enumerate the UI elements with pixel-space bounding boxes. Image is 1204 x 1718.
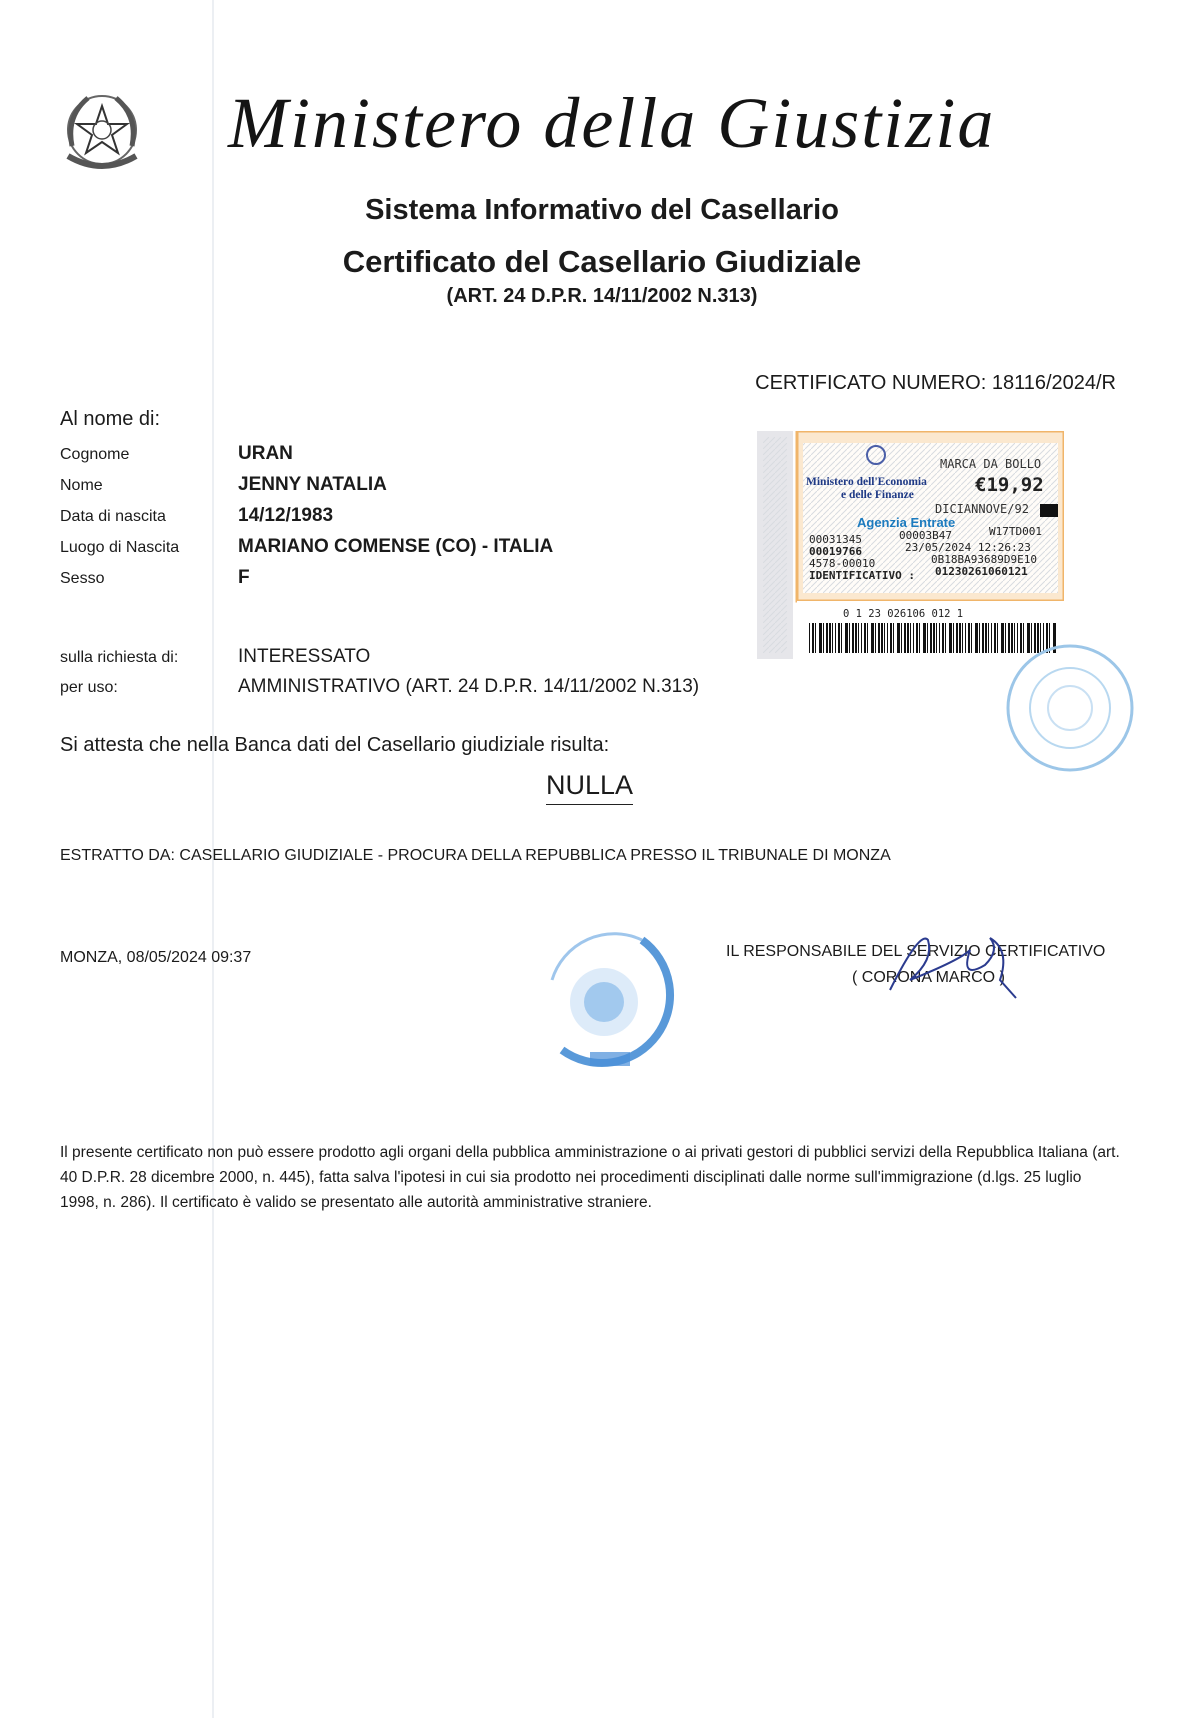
name-value: JENNY NATALIA xyxy=(238,474,387,495)
use-label: per uso: xyxy=(60,679,118,696)
surname-label: Cognome xyxy=(60,446,130,463)
barcode-bar xyxy=(904,623,906,653)
surname-value: URAN xyxy=(238,443,293,464)
court-seal-blue xyxy=(532,920,680,1080)
barcode-bar xyxy=(845,623,848,653)
barcode-bar xyxy=(809,623,810,653)
barcode-bar xyxy=(962,623,963,653)
barcode-bar xyxy=(930,623,932,653)
court-seal-light xyxy=(1000,640,1140,775)
barcode-bar xyxy=(871,623,874,653)
barcode-bar xyxy=(991,623,992,653)
stamp-amount-words: DICIANNOVE/92 xyxy=(935,502,1029,516)
barcode-bar xyxy=(867,623,868,653)
document-title: Certificato del Casellario Giudiziale xyxy=(342,244,862,279)
barcode-bar xyxy=(881,623,883,653)
system-name: Sistema Informativo del Casellario xyxy=(365,194,839,226)
stamp-code1: 00031345 xyxy=(809,533,862,546)
barcode-bar xyxy=(965,623,966,653)
barcode-bar xyxy=(971,623,972,653)
barcode-bar xyxy=(897,623,900,653)
barcode-bar xyxy=(832,623,833,653)
barcode-bar xyxy=(956,623,958,653)
handwritten-signature xyxy=(850,920,1020,1000)
barcode-bar xyxy=(815,623,816,653)
barcode-bar xyxy=(849,623,850,653)
barcode-bar xyxy=(819,623,822,653)
barcode-bar xyxy=(985,623,987,653)
barcode-bar xyxy=(907,623,909,653)
barcode-bar xyxy=(887,623,888,653)
barcode-bar xyxy=(812,623,814,653)
barcode-bar xyxy=(838,623,840,653)
barcode-bar xyxy=(878,623,880,653)
stamp-code5: 4578-00010 xyxy=(809,557,876,570)
barcode-bar xyxy=(936,623,937,653)
barcode-bar xyxy=(835,623,836,653)
italian-republic-emblem xyxy=(58,86,146,176)
barcode-bar xyxy=(933,623,935,653)
stamp-code3: W17TD001 xyxy=(989,525,1042,538)
barcode-bar xyxy=(979,623,980,653)
barcode-bar xyxy=(988,623,989,653)
extract-source: ESTRATTO DA: CASELLARIO GIUDIZIALE - PROCURA DELLA REPUBBLICA PRESSO IL TRIBUNALE DI MONZA xyxy=(60,847,891,864)
barcode-bar xyxy=(919,623,920,653)
stamp-datetime: 23/05/2024 12:26:23 xyxy=(905,541,1031,554)
barcode-bar xyxy=(884,623,885,653)
barcode-bar xyxy=(997,623,998,653)
barcode-bar xyxy=(953,623,954,653)
barcode-bar xyxy=(942,623,944,653)
stamp-code4: 00019766 xyxy=(809,545,862,558)
sex-label: Sesso xyxy=(60,570,105,587)
barcode-bar xyxy=(861,623,862,653)
barcode-bar xyxy=(901,623,902,653)
barcode-bar xyxy=(826,623,828,653)
stamp-type: MARCA DA BOLLO xyxy=(940,457,1042,471)
document-subtitle: (ART. 24 D.P.R. 14/11/2002 N.313) xyxy=(446,285,758,307)
barcode-bar xyxy=(945,623,946,653)
request-by-value: INTERESSATO xyxy=(238,646,371,667)
stamp-amount: €19,92 xyxy=(975,474,1044,496)
barcode-bar xyxy=(864,623,866,653)
birth-place-value: MARIANO COMENSE (CO) - ITALIA xyxy=(238,536,554,557)
barcode-bar xyxy=(927,623,928,653)
barcode-bar xyxy=(975,623,978,653)
ministry-title: Ministero della Giustizia xyxy=(228,83,996,163)
stamp-ministry-line2: e delle Finanze xyxy=(841,489,914,501)
barcode-bar xyxy=(982,623,984,653)
request-by-label: sulla richiesta di: xyxy=(60,649,179,666)
barcode-bar xyxy=(829,623,831,653)
barcode-bar xyxy=(875,623,876,653)
stamp-agency: Agenzia Entrate xyxy=(857,515,956,530)
stamp-identificativo-label: IDENTIFICATIVO : xyxy=(809,569,915,582)
barcode-bar xyxy=(841,623,842,653)
barcode-bar xyxy=(858,623,859,653)
attestation-text: Si attesta che nella Banca dati del Casellario giudiziale risulta: xyxy=(60,734,610,756)
certificate-number: CERTIFICATO NUMERO: 18116/2024/R xyxy=(755,372,1116,394)
birth-place-label: Luogo di Nascita xyxy=(60,539,180,556)
barcode-bar xyxy=(823,623,824,653)
birth-date-label: Data di nascita xyxy=(60,508,166,525)
barcode-bar xyxy=(949,623,952,653)
place-date: MONZA, 08/05/2024 09:37 xyxy=(60,949,252,966)
barcode-bar xyxy=(855,623,857,653)
barcode-bar xyxy=(910,623,911,653)
stamp-identificativo-value: 01230261060121 xyxy=(935,565,1028,578)
signatory-name: ( CORONA MARCO ) xyxy=(852,969,1005,986)
stamp-code6: 0B18BA93689D9E10 xyxy=(931,553,1037,566)
revenue-stamp xyxy=(757,431,1064,659)
stamp-barcode-text: 0 1 23 026106 012 1 xyxy=(843,608,964,620)
barcode-bar xyxy=(939,623,940,653)
barcode-bar xyxy=(852,623,854,653)
use-value: AMMINISTRATIVO (ART. 24 D.P.R. 14/11/2002 N.313) xyxy=(238,676,700,697)
barcode-bar xyxy=(968,623,970,653)
barcode-bar xyxy=(959,623,961,653)
legal-footer: Il presente certificato non può essere prodotto agli organi della pubblica amministrazione o ai privati gestori di pubblici servizi della Repubblica Italiana (art. 40 D.P.R. 28 dicembre 2000, n. 445), fatta salva l'ipotesi in cui sia prodotto nei procedimenti disciplinati dalle norme sull'immigrazione (d.lgs. 25 luglio 1998, n. 286). Il certificato è valido se presentato alle autorità amministrative straniere. xyxy=(60,1144,1120,1211)
stamp-ministry-line1: Ministero dell'Economia xyxy=(806,476,927,488)
stamp-code2: 00003B47 xyxy=(899,529,952,542)
signatory-role: IL RESPONSABILE DEL SERVIZIO CERTIFICATIVO xyxy=(726,943,1106,960)
barcode-bar xyxy=(994,623,996,653)
person-heading: Al nome di: xyxy=(60,408,161,430)
name-label: Nome xyxy=(60,477,103,494)
barcode-bar xyxy=(916,623,918,653)
barcode-bar xyxy=(890,623,892,653)
result-value: NULLA xyxy=(546,770,633,805)
barcode-bar xyxy=(923,623,926,653)
birth-date-value: 14/12/1983 xyxy=(238,505,334,526)
barcode-bar xyxy=(913,623,914,653)
barcode-bar xyxy=(893,623,894,653)
sex-value: F xyxy=(238,567,250,588)
